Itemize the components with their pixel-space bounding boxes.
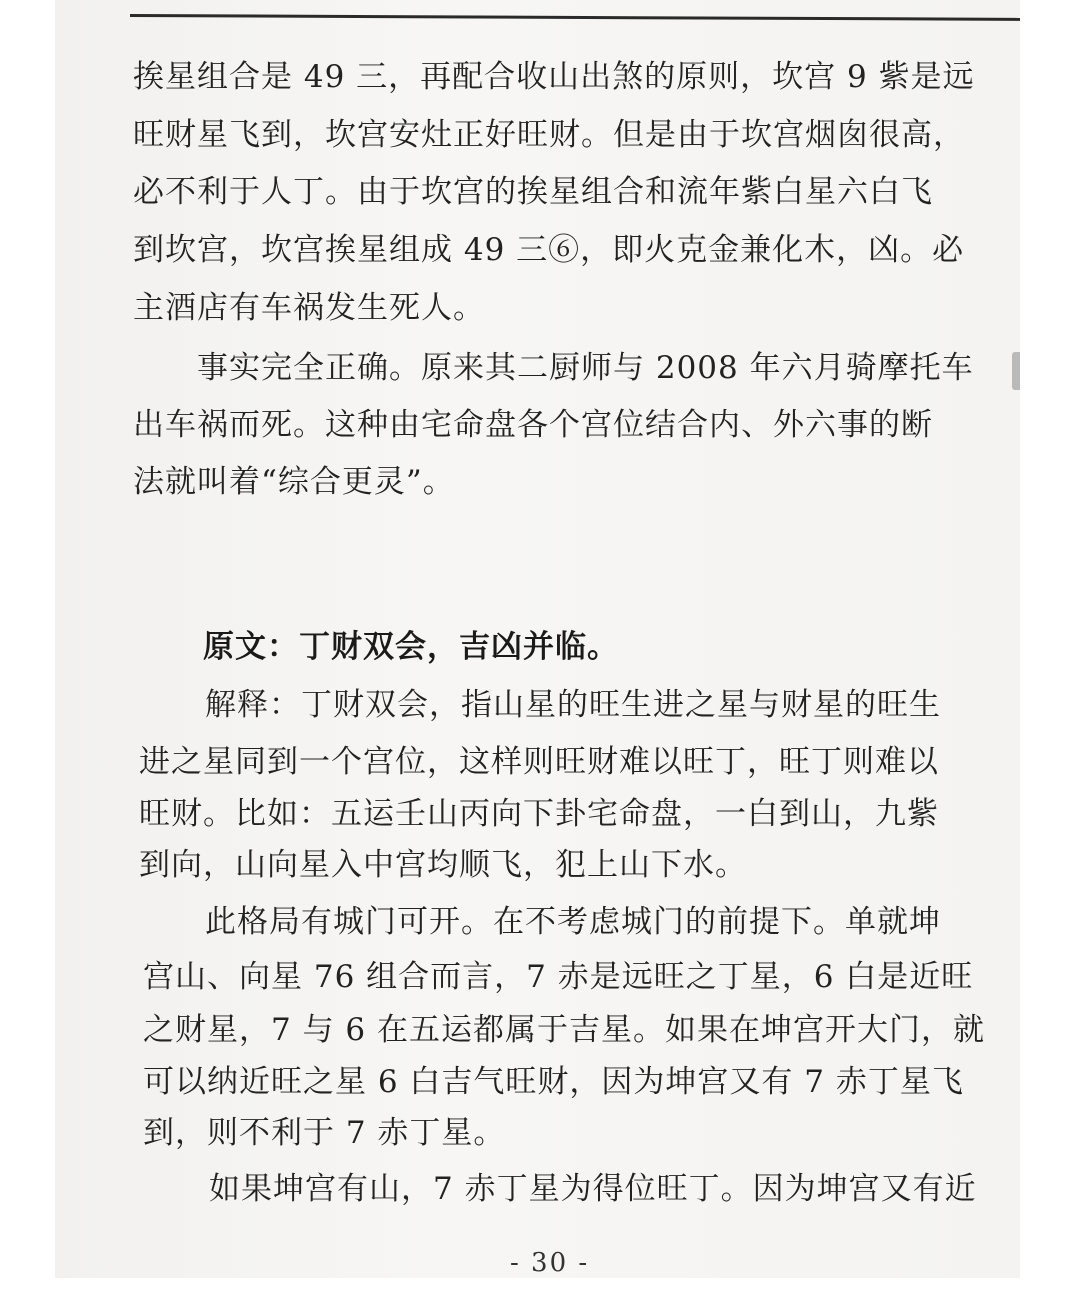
- text-line: 挨星组合是 49 三，再配合收山出煞的原则，坎宫 9 紫是远: [133, 59, 975, 95]
- text-line: 必不利于人丁。由于坎宫的挨星组合和流年紫白星六白飞: [133, 174, 933, 210]
- text-line: 宫山、向星 76 组合而言，7 赤是远旺之丁星，6 白是近旺: [143, 959, 974, 995]
- text-line: 如果坤宫有山，7 赤丁星为得位旺丁。因为坤宫又有近: [209, 1171, 977, 1207]
- text-line: 旺财。比如：五运壬山丙向下卦宅命盘，一白到山，九紫: [139, 796, 939, 832]
- text-line: 出车祸而死。这种由宅命盘各个宫位结合内、外六事的断: [133, 407, 933, 443]
- text-line: 事实完全正确。原来其二厨师与 2008 年六月骑摩托车: [197, 350, 974, 386]
- text-line: 到坎宫，坎宫挨星组成 49 三⑥，即火克金兼化木，凶。必: [133, 232, 965, 268]
- heading-text: 原文：丁财双会，吉凶并临。: [203, 629, 619, 665]
- book-page: [55, 0, 1020, 1278]
- text-line: 到向，山向星入中宫均顺飞，犯上山下水。: [139, 847, 747, 883]
- text-line: 解释：丁财双会，指山星的旺生进之星与财星的旺生: [205, 687, 941, 723]
- text-line: 此格局有城门可开。在不考虑城门的前提下。单就坤: [205, 904, 941, 940]
- text-line: 旺财星飞到，坎宫安灶正好旺财。但是由于坎宫烟囱很高，: [133, 117, 965, 153]
- header-rule: [130, 14, 1020, 21]
- text-line: 进之星同到一个宫位，这样则旺财难以旺丁，旺丁则难以: [139, 744, 939, 780]
- text-line: 到，则不利于 7 赤丁星。: [143, 1115, 506, 1151]
- text-line: 可以纳近旺之星 6 白吉气旺财，因为坤宫又有 7 赤丁星飞: [143, 1064, 964, 1100]
- text-line: 之财星，7 与 6 在五运都属于吉星。如果在坤宫开大门，就: [143, 1012, 986, 1048]
- text-line: 法就叫着“综合更灵”。: [133, 464, 455, 500]
- page-number: - 30 -: [510, 1248, 590, 1278]
- text-line: 主酒店有车祸发生死人。: [133, 290, 485, 326]
- scrollbar-handle[interactable]: [1012, 352, 1020, 390]
